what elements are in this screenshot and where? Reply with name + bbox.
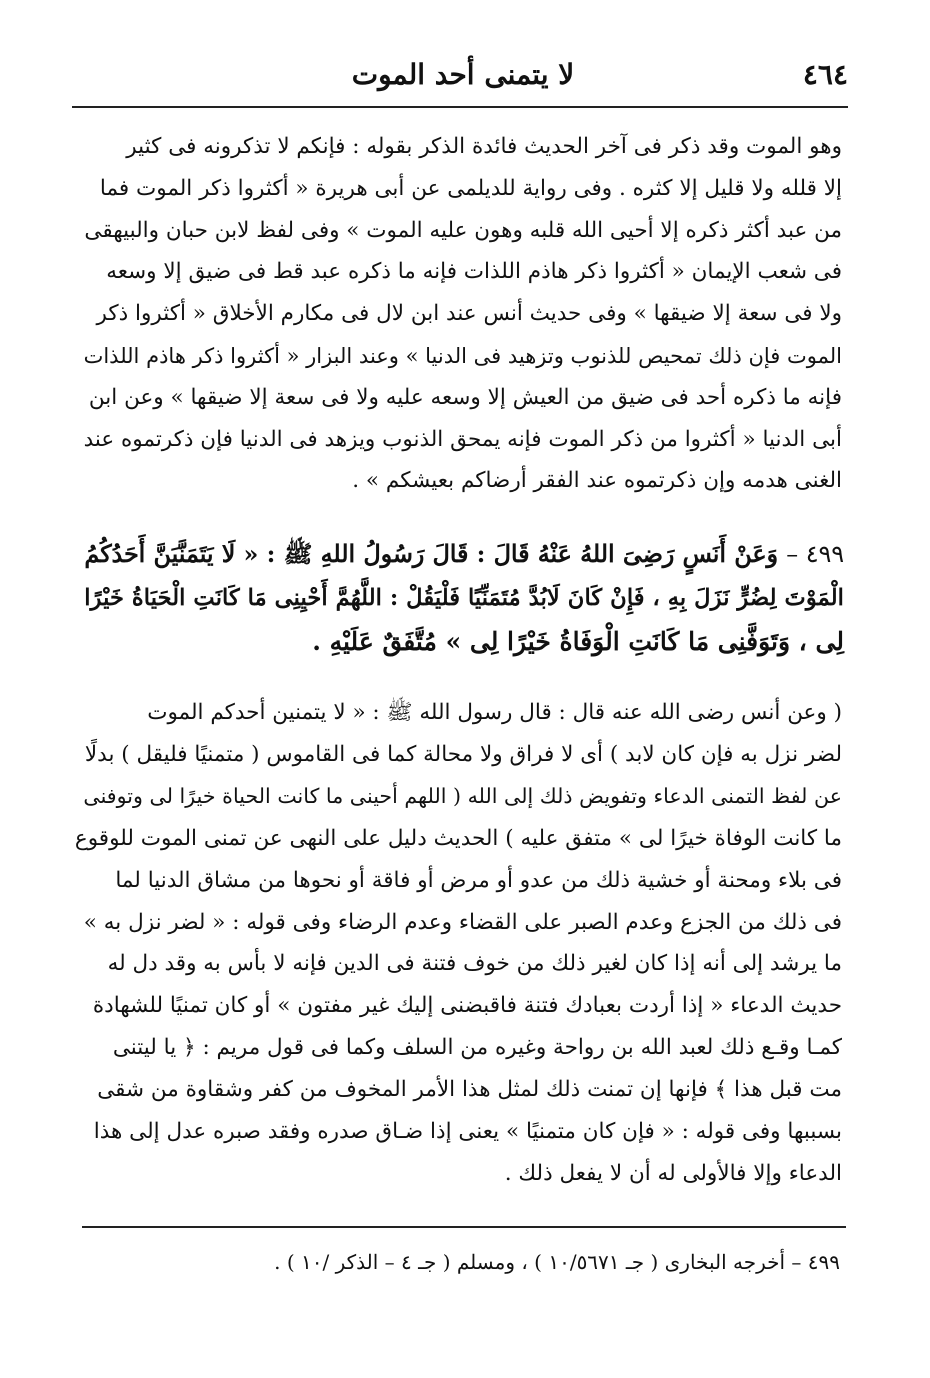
text-line: ولا فى سعة إلا ضيقها » وفى حديث أنس عند ابن لال فى مكارم الأخلاق « أكثروا ذكر — [96, 301, 842, 327]
text-line: من عبد أكثر ذكره إلا أحيى الله قلبه وهون عليه الموت » وفى لفظ لابن حبان والبيهقى — [84, 217, 842, 243]
page-header — [78, 52, 848, 102]
hadith-line-text: وَعَنْ أَنَسٍ رَضِىَ اللهُ عَنْهُ قَالَ : قَالَ رَسُولُ اللهِ ﷺ : « لَا يَتَمَنَّيَنَّ أَحَدُكُمُ — [84, 540, 778, 568]
hadith-line: لِى ، وَتَوَفَّنِى مَا كَانَتِ الْوَفَاةُ خَيْرًا لِى » مُتَّفَقٌ عَلَيْهِ . — [312, 627, 844, 656]
hadith-line: الْمَوْتَ لِضُرٍّ نَزَلَ بِهِ ، فَإِنْ كَانَ لَابُدَّ مُتَمَنِّيًا فَلْيَقُلْ : اللَّهُمَّ أَحْيِنِى مَا كَانَتِ الْحَيَاةُ خَيْرًا — [84, 585, 844, 611]
hadith-number: ٤٩٩ – — [786, 540, 844, 568]
text-line: عن لفظ التمنى الدعاء وتفويض ذلك إلى الله ( اللهم أحينى ما كانت الحياة خيرًا لى وتوفنى — [83, 783, 842, 808]
text-line: الموت فإن ذلك تمحيص للذنوب وتزهيد فى الدنيا » وعند البزار « أكثروا ذكر هاذم اللذات — [83, 342, 842, 368]
text-line: فإنه ما ذكره أحد فى ضيق من العيش إلا وسعه عليه ولا فى سعة إلا ضيقها » وعن ابن — [88, 384, 842, 410]
header-rule — [72, 106, 848, 108]
footnote: ٤٩٩ – أخرجه البخارى ( جـ ١٠/٥٦٧١ ) ، ومسلم ( جـ ٤ – الذكر /١٠ ) . — [274, 1250, 840, 1274]
text-line: مت قبل هذا ﴾ فإنها إن تمنت ذلك لمثل هذا الأمر المخوف من كفر وشقاوة من شقى — [97, 1077, 842, 1103]
text-line: حديث الدعاء « إذا أردت بعبادك فتنة فاقبضنى إليك غير مفتون » أو كان تمنيًا للشهادة — [92, 993, 842, 1019]
text-line: الغنى هدمه وإن ذكرتموه عند الفقر أرضاكم بعيشكم » . — [352, 468, 842, 494]
commentary-paragraph-2 — [72, 692, 842, 1195]
hadith-line — [72, 532, 844, 576]
text-line: ما كانت الوفاة خيرًا لى » متفق عليه ) الحديث دليل على النهى عن تمنى الموت للوقوع — [74, 825, 842, 851]
text-line: فى ذلك من الجزع وعدم الصبر على القضاء وعدم الرضاء وفى قوله : « لضر نزل به » — [83, 909, 842, 935]
text-line: فى شعب الإيمان « أكثروا ذكر هاذم اللذات فإنه ما ذكره عبد قط فى ضيق إلا وسعه — [106, 259, 842, 285]
text-line: كمـا وقـع ذلك لعبد الله بن رواحة وغيره من السلف وكما فى قول مريم : ﴿ يا ليتنى — [112, 1035, 842, 1061]
hadith-text — [72, 532, 844, 664]
text-line: لضر نزل به فإن كان لابد ) أى لا فراق ولا محالة كما فى القاموس ( متمنيًا فليقل ) بدلًا — [84, 741, 842, 767]
text-line: فى بلاء ومحنة أو خشية ذلك من عدو أو مرض أو فاقة أو نحوها من مشاق الدنيا لما — [115, 867, 842, 893]
text-line: الدعاء وإلا فالأولى له أن لا يفعل ذلك . — [504, 1160, 842, 1186]
footnote-rule — [82, 1226, 846, 1228]
page-title: لا يتمنى أحد الموت — [351, 58, 575, 91]
text-line: أبى الدنيا « أكثروا من ذكر الموت فإنه يمحق الذنوب ويزهد فى الدنيا فإن ذكرتموه عند — [83, 426, 842, 452]
text-line: بسببها وفى قوله : « فإن كان متمنيًا » يعنى إذا ضـاق صدره وفقد صبره عدل إلى هذا — [93, 1119, 842, 1145]
text-line: وهو الموت وقد ذكر فى آخر الحديث فائدة الذكر بقوله : فإنكم لا تذكرونه فى كثير — [126, 134, 842, 159]
text-line: ما يرشد إلى أنه إذا كان لغير ذلك من خوف فتنة فى الدين فإنه لا بأس به وقد دل له — [107, 951, 842, 977]
commentary-paragraph-1 — [72, 126, 842, 502]
text-line: إلا قلله ولا قليل إلا كثره . وفى رواية للديلمى عن أبى هريرة « أكثروا ذكر الموت فما — [99, 175, 842, 201]
page-number: ٤٦٤ — [802, 58, 848, 91]
text-line: ( وعن أنس رضى الله عنه قال : قال رسول الله ﷺ : « لا يتمنين أحدكم الموت — [147, 700, 842, 725]
